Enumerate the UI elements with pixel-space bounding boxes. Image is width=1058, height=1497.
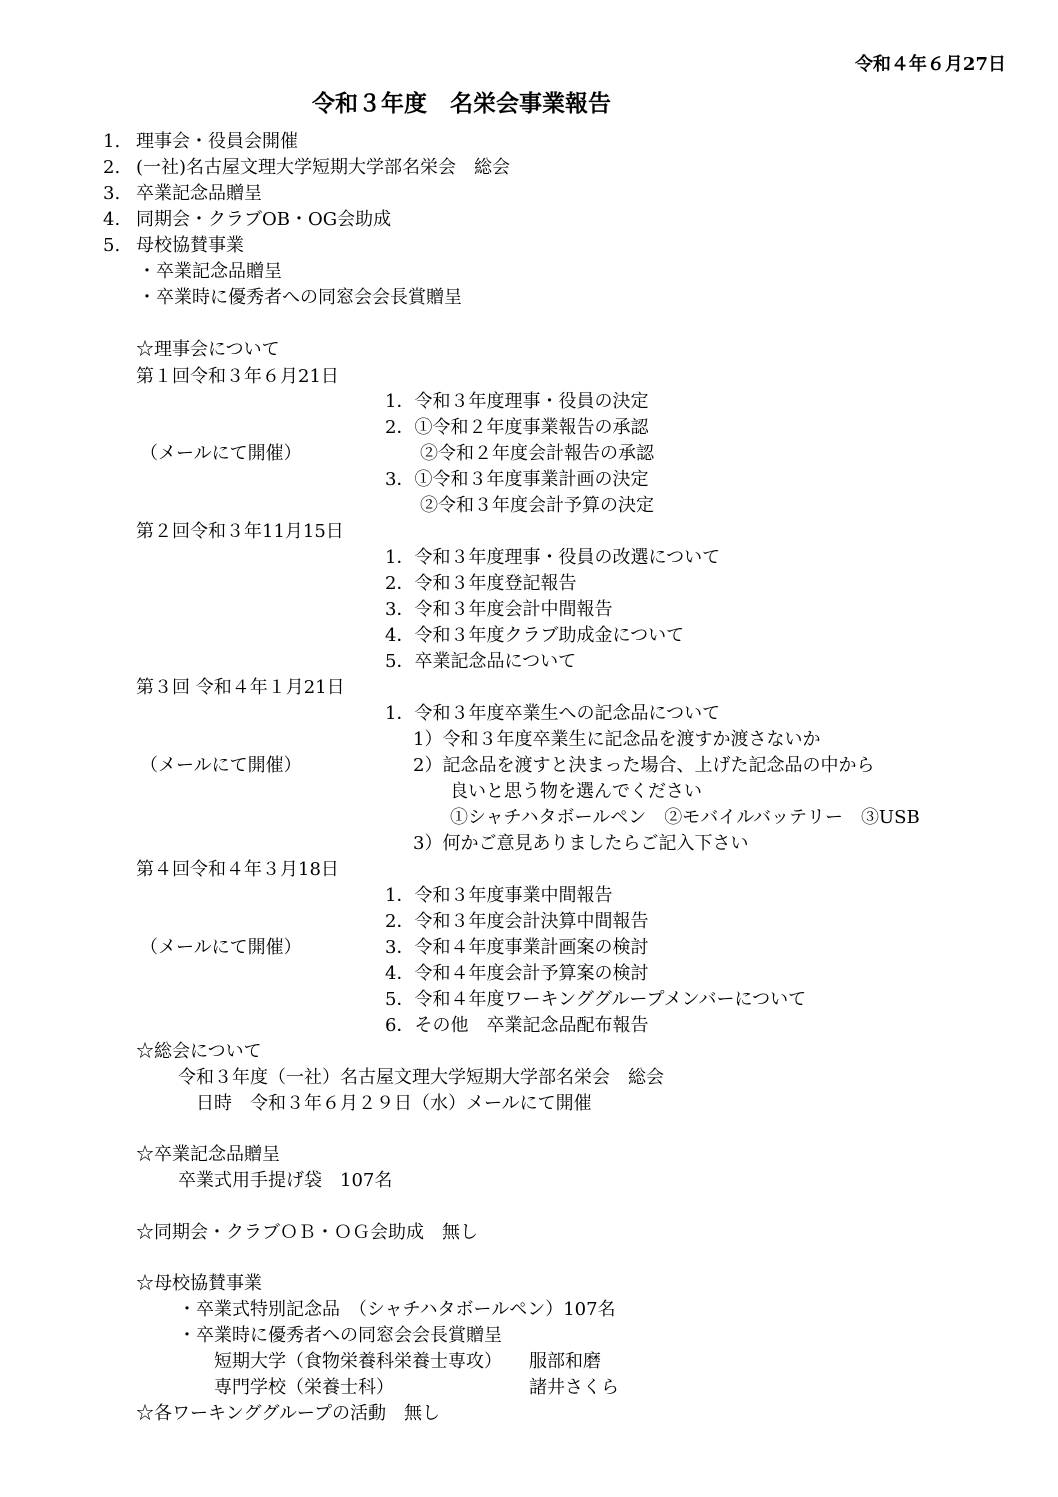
agenda-item: 3．令和４年度事業計画案の検討 [385,937,649,958]
agenda-subitem: 良いと思う物を選んでください [450,781,702,802]
agenda-item: 4．令和３年度クラブ助成金について [385,625,685,646]
summary-item: 母校協賛事業 [136,235,244,256]
support-item: ・卒業時に優秀者への同窓会会長賞贈呈 [178,1325,502,1346]
agenda-item: 5．令和４年度ワーキンググループメンバーについて [385,989,807,1010]
summary-subitem: ・卒業記念品贈呈 [138,261,282,282]
summary-item: 理事会・役員会開催 [136,131,298,152]
general-meeting-name: 令和３年度（一社）名古屋文理大学短期大学部名栄会 総会 [178,1067,664,1088]
section-heading: ☆卒業記念品贈呈 [136,1144,280,1165]
report-date: 令和４年６月27日 [854,54,1006,75]
meeting-note: （メールにて開催） [140,443,302,464]
agenda-item: ②令和２年度会計報告の承認 [420,443,654,464]
agenda-subitem: 2）記念品を渡すと決まった場合、上げた記念品の中から [413,755,875,776]
section-heading: ☆母校協賛事業 [136,1273,262,1294]
agenda-item: 2．令和３年度登記報告 [385,573,577,594]
support-item: ・卒業式特別記念品 （シャチハタボールペン）107名 [178,1299,616,1320]
agenda-subitem: 1）令和３年度卒業生に記念品を渡すか渡さないか [413,729,821,750]
summary-item: 卒業記念品贈呈 [136,183,262,204]
award-school: 短期大学（食物栄養科栄養士専攻） [214,1351,502,1372]
summary-num: 3. [103,183,121,204]
meeting-note: （メールにて開催） [140,937,302,958]
agenda-subitem: 3）何かご意見ありましたらご記入下さい [413,833,749,854]
agenda-item: 1．令和３年度理事・役員の決定 [385,391,649,412]
section-heading: ☆同期会・クラブＯＢ・ＯＧ会助成 無し [136,1222,478,1243]
summary-num: 4. [103,209,121,230]
agenda-item: 5．卒業記念品について [385,651,577,672]
agenda-item: 2．①令和２年度事業報告の承認 [385,417,649,438]
gift-detail: 卒業式用手提げ袋 107名 [178,1170,393,1191]
agenda-item: 6．その他 卒業記念品配布報告 [385,1015,649,1036]
agenda-item: 2．令和３年度会計決算中間報告 [385,911,649,932]
summary-item: (一社)名古屋文理大学短期大学部名栄会 総会 [136,157,511,178]
agenda-item: 1．令和３年度卒業生への記念品について [385,703,721,724]
meeting-note: （メールにて開催） [140,755,302,776]
agenda-subitem: ①シャチハタボールペン ②モバイルバッテリー ③USB [450,807,920,828]
award-recipient: 諸井さくら [529,1377,619,1398]
summary-num: 5. [103,235,121,256]
agenda-item: ②令和３年度会計予算の決定 [420,495,654,516]
meeting-date: 第２回令和３年11月15日 [136,521,344,542]
general-meeting-date: 日時 令和３年６月２９日（水）メールにて開催 [196,1093,592,1114]
section-heading: ☆理事会について [136,339,280,360]
meeting-date: 第３回 令和４年１月21日 [136,677,345,698]
summary-subitem: ・卒業時に優秀者への同窓会会長賞贈呈 [138,287,462,308]
agenda-item: 3．令和３年度会計中間報告 [385,599,613,620]
meeting-date: 第４回令和４年３月18日 [136,859,339,880]
agenda-item: 4．令和４年度会計予算案の検討 [385,963,649,984]
award-recipient: 服部和磨 [529,1351,601,1372]
section-heading: ☆各ワーキンググループの活動 無し [136,1403,441,1424]
page-title: 令和３年度 名栄会事業報告 [312,90,611,117]
summary-num: 1. [103,131,121,152]
summary-num: 2. [103,157,121,178]
agenda-item: 1．令和３年度理事・役員の改選について [385,547,721,568]
award-school: 専門学校（栄養士科） [214,1377,394,1398]
agenda-item: 1．令和３年度事業中間報告 [385,885,613,906]
meeting-date: 第１回令和３年６月21日 [136,366,339,387]
summary-item: 同期会・クラブOB・OG会助成 [136,209,392,230]
section-heading: ☆総会について [136,1041,262,1062]
agenda-item: 3．①令和３年度事業計画の決定 [385,469,649,490]
